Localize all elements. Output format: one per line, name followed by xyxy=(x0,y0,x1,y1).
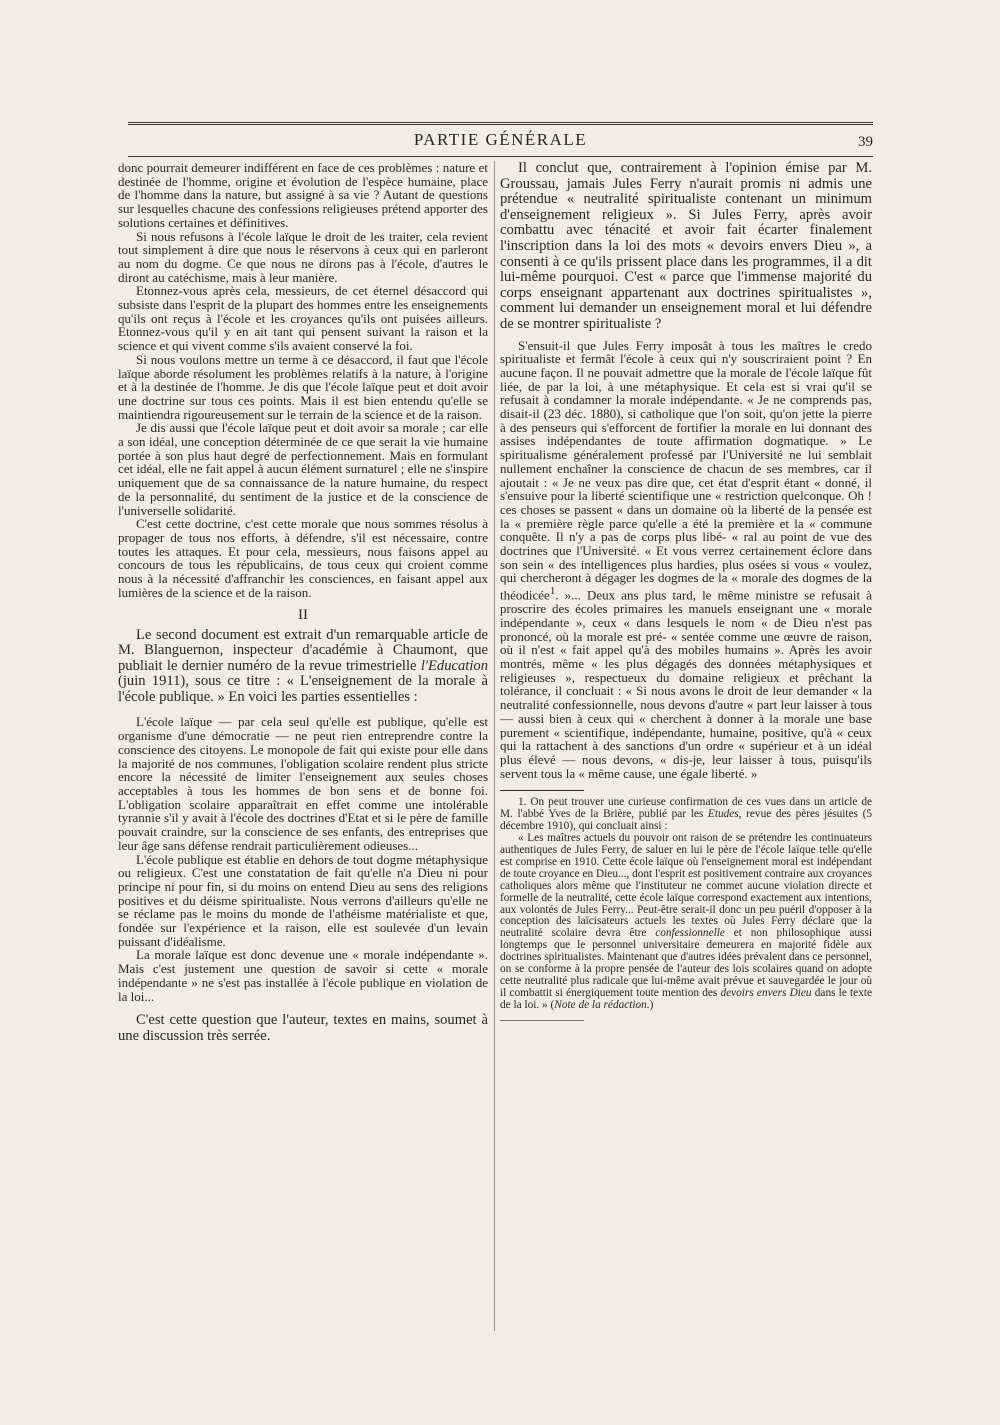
footnote-quote-text: dans le texte de la loi. » ( xyxy=(500,986,872,1011)
footnote-journal: Etudes xyxy=(707,808,739,821)
footnote xyxy=(500,797,872,833)
footnote-emphasis: confessionnelle xyxy=(655,927,725,940)
body-paragraph: C'est cette doctrine, c'est cette morale que nous sommes résolus à propager de tous nos efforts, à défendre, s'il est nécessaire, contre toutes les attaques. Et pour cela, messieurs, nous faisons appel au concours de tous les républicains, de tous ceux qui croient comme nous à la nécessité d'affranchir les consciences, en faisant appel aux lumières de la science et de la raison. xyxy=(118,516,488,600)
intro-paragraph xyxy=(118,628,488,706)
running-title: PARTIE GÉNÉRALE xyxy=(413,130,588,149)
right-column xyxy=(500,161,872,1021)
page-number: 39 xyxy=(858,134,873,150)
footnote-end-rule xyxy=(500,1020,584,1021)
column-divider xyxy=(494,161,495,1331)
intro-text: Le second document est extrait d'un remarquable article de M. Blanguernon, inspecteur d'académie à Chaumont, que publiait le dernier numéro de la revue trimestrielle xyxy=(118,626,488,674)
paragraph-text: S'ensuit-il que Jules Ferry imposât à tous les maîtres le credo spiritualiste et fermât l'école à ceux qui n'y souscriraient point ? En aucune façon. Il ne pouvait admettre que la morale de l'école laïque fût liée, de par la loi, à une métaphysique. Et cela est si vrai qu'il se refusait à condamner la morale indépendante. « Je ne comprends pas, disait-il (23 déc. 1880), si catholique que l'on soit, qu'on jette la pierre à des penseurs qui s'efforcent de fortifier la morale en lui donnant des assises indépendantes de toute affirmation dogmatique. » Le spiritualisme généralement professé par l'Université ne lui semblait nullement enchaîner la conscience de chacun de ses membres, car il ajoutait : « Je ne veux pas dire que, cet état d'esprit étant « donné, il s'ensuive pour la liberté scientifique une « restriction quelconque. Oh ! ces choses se passent « dans un domaine où la liberté de la pensée est la « première règle parce qu'elle a été la première et la « commune conquête. Il n'y a pas de corps plus libé- « ral au point de vue des doctrines que l'Université. « Et vous verrez certainement éclore dans son sein « des intelligences plus hardies, plus osées si vous « voulez, qui chercheront à dégager les dogmes de la « morale des dogmes de la théodicée xyxy=(500,337,872,603)
left-column xyxy=(118,161,488,1044)
running-header xyxy=(128,130,873,152)
footnote-reference: 1 xyxy=(549,585,556,598)
footnote-quote-text: et non philosophique aussi longtemps que le personnel universitaire demeurera en majorité fidèle aux doctrines spiritualistes. Maintenant que d'autres idées prévalent dans ce personnel, on se conforme à la propre pensée de l'auteur des lois scolaires quand on adopte cette neutralité plus radicale que lui-même avait prévue et sauvegardée le jour où il combattit si énergiquement toute mention des xyxy=(500,927,872,999)
footnote-text-end: , revue des pères jésuites (5 décembre 1910), qui concluait ainsi : xyxy=(500,808,872,833)
header-rule xyxy=(128,156,873,157)
footnote-text: 1. On peut trouver une curieuse confirmation de ces vues dans un article de M. l'abbé Yves de la Brière, publié par les xyxy=(500,796,872,821)
top-rule xyxy=(128,122,873,125)
footnote-emphasis: devoirs envers Dieu xyxy=(720,986,812,999)
quote-paragraph: La morale laïque est donc devenue une « morale indépendante ». Mais c'est justement une question de savoir si cette « morale indépendante » ne s'est pas installée à l'école publique en violation de la loi... xyxy=(118,947,488,1004)
section-number: II xyxy=(298,606,308,623)
body-paragraph: Etonnez-vous après cela, messieurs, de cet éternel désaccord qui subsiste dans l'esprit de la plupart des hommes entre les enseignements qu'ils ont reçus à l'école et les croyances qu'ils ont puisées ailleurs. Etonnez-vous qu'il y en ait tant qui pensent suivant la raison et la science et qui vivent comme s'ils avaient conservé la foi. xyxy=(118,283,488,354)
body-paragraph: Si nous refusons à l'école laïque le droit de les traiter, cela revient tout simplement à dire que nous le réservons à ceux qui en parleront au nom du dogme. Ce que nous ne dirons pas à l'école, d'autres le diront au catéchisme, mais à leur manière. xyxy=(118,228,488,285)
body-paragraph: Si nous voulons mettre un terme à ce désaccord, il faut que l'école laïque aborde résolument les problèmes relatifs à la nature, à l'origine et à la destinée de l'homme. Je dis que l'école laïque peut et doit avoir une doctrine sur tous ces points. Mais il est bien entendu qu'elle se maintiendra rigoureusement sur le terrain de la science et de la raison. xyxy=(118,351,488,422)
footnote-quote-text: « Les maîtres actuels du pouvoir ont raison de se prétendre les continuateurs authentiques de Jules Ferry, de saluer en lui le père de l'école laïque telle qu'elle est comprise en 1910. Cette école laïque où l'enseignement moral est indépendant de toute croyance en Dieu..., dont l'esprit est positivement contraire aux croyances catholiques alors même que l'instituteur ne commet aucune violation directe et formelle de la neutralité, cette école laïque correspond exactement aux intentions, aux volontés de Jules Ferry... Peut-être serait-il donc un peu puéril d'opposer à la conception des laïcisateurs actuels les textes où Jules Ferry déclare que la neutralité scolaire devra être xyxy=(500,832,872,940)
body-paragraph: Je dis aussi que l'école laïque peut et doit avoir sa morale ; car elle a son idéal, une conception déterminée de ce que serait la vie humaine portée à son plus haut degré de perfectionnement. Mais en formulant cet idéal, elle ne fait appel à aucun élément surnaturel ; elle ne s'inspire uniquement que de sa connaissance de la nature humaine, du respect de la personnalité, du sentiment de la justice et de la conscience de l'universelle solidarité. xyxy=(118,420,488,518)
body-paragraph xyxy=(500,339,872,781)
footnote-rule xyxy=(500,790,584,791)
body-paragraph: Il conclut que, contrairement à l'opinion émise par M. Groussau, jamais Jules Ferry n'aurait promis ni admis une prétendue « neutralité spiritualiste contenant un minimum d'enseignement religieux ». Si Jules Ferry, après avoir combattu avec ténacité et avoir fait écarter finalement l'inscription dans la loi des mots « devoirs envers Dieu », a consenti à ce qu'ils prissent place dans les programmes, il a dit lui-même pourquoi. C'est « parce que l'immense majorité du corps enseignant appartenant aux doctrines spiritualistes », comment lui demander un enseignement moral et lui défendre de se montrer spiritualiste ? xyxy=(500,160,872,332)
editorial-note: Note de la rédaction. xyxy=(554,998,650,1011)
intro-text-end: (juin 1911), sous ce titre : « L'enseignement de la morale à l'école publique. » En voici les parties essentielles : xyxy=(118,673,488,705)
footnote-quote-close: ) xyxy=(649,998,654,1011)
quote-paragraph: L'école laïque — par cela seul qu'elle est publique, qu'elle est organisme d'une démocratie — ne peut rien entreprendre contre la conscience des citoyens. Le monopole de fait qui existe pour elle dans la majorité de nos communes, l'obligation scolaire rendent plus stricte encore la nécessité de limiter l'enseignement aux seules choses acceptables à tous les hommes de bon sens et de bonne foi. L'obligation scolaire apparaîtrait en effet comme une intolérable tyrannie s'il y avait à l'école des doctrines d'Etat et si le père de famille pouvait craindre, sur la conscience de ses enfants, des entreprises que leur âge sans défense rendrait particulièrement odieuses... xyxy=(118,714,488,853)
journal-title: l'Education xyxy=(420,657,488,674)
body-paragraph: donc pourrait demeurer indifférent en face de ces problèmes : nature et destinée de l'homme, origine et évolution de l'espèce humaine, place de l'homme dans la nature, but assigné à sa vie ? Autant de questions sur lesquelles chacune des confessions religieuses prétend apporter des solutions certaines et définitives. xyxy=(118,160,488,230)
paragraph-text-end: . »... Deux ans plus tard, le même ministre se refusait à proscrire des écoles primaires les manuels enseignant une « morale indépendante », ceux « dans lesquels le nom « de Dieu n'est pas prononcé, où la morale est pré- « sentée comme une œuvre de raison, où il n'est « fait appel qu'à des mobiles humains ». Après les avoir montrés, même « les plus dégagés des données métaphysiques et religieuses », respectueux du domaine religieux et prêchant la tolérance, il concluait : « Si nous avons le droit de leur demander « la neutralité confessionnelle, nous devons d'autre « part leur laisser à tous — aussi bien à ceux qui « cherchent à donner à la morale une base purement « scientifique, indépendante, humaine, positive, qu'à « ceux qui la rattachent à des sanctions d'un ordre « supérieur et à un idéal plus élevé — nous devons, « dis-je, leur laisser à tous, puisqu'ils servent tous la « même cause, une égale liberté. » xyxy=(500,587,872,781)
closing-paragraph: C'est cette question que l'auteur, textes en mains, soumet à une discussion très serrée. xyxy=(118,1012,488,1044)
footnote-quote xyxy=(500,833,872,1012)
quote-paragraph: L'école publique est établie en dehors de tout dogme métaphysique ou religieux. C'est une constatation de fait qu'elle n'a Dieu ni pour principe ni pour fin, si du moins on entend Dieu au sens des religions positives et du déisme spiritualiste. Nous verrons d'ailleurs qu'elle ne se réclame pas le moins du monde de l'athéisme matérialiste et que, fondée sur l'expérience et la raison, elle est soulevée d'un levain puissant d'idéalisme. xyxy=(118,851,488,949)
